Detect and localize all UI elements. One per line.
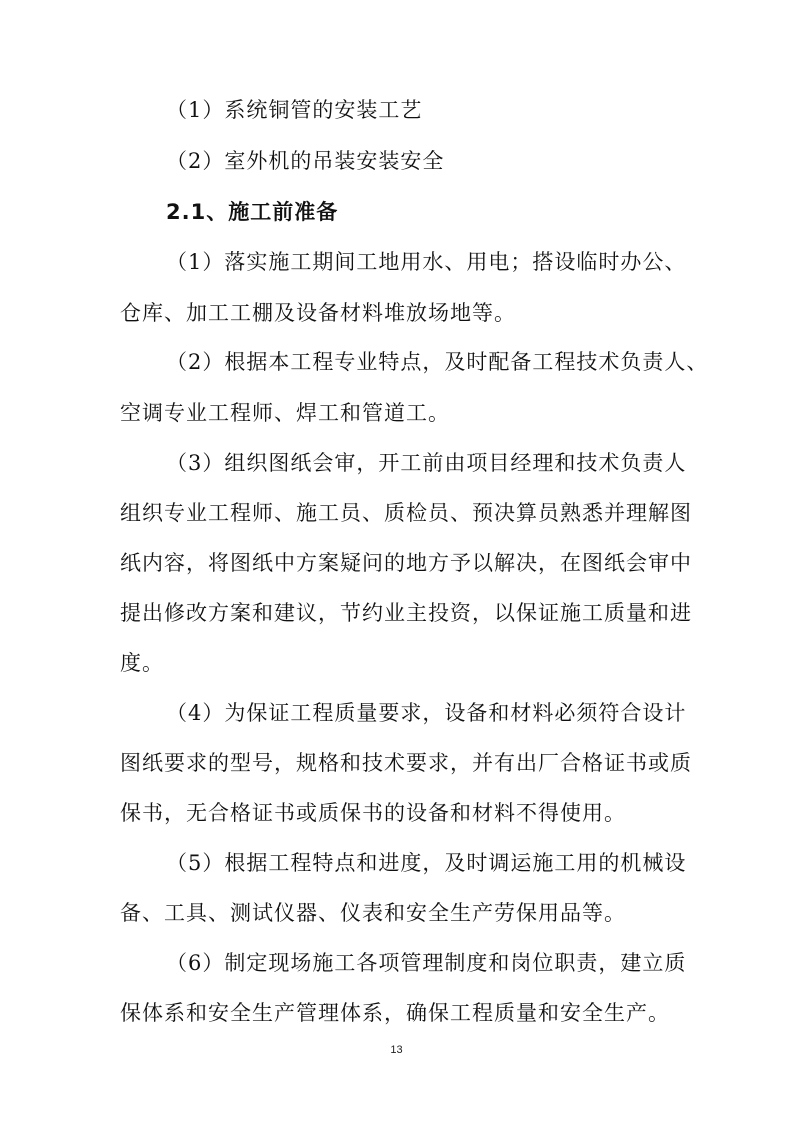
paragraph-line: 空调专业工程师、焊工和管道工。 [120,401,450,425]
paragraph-line: （3）组织图纸会审，开工前由项目经理和技术负责人 [166,451,687,475]
paragraph-line: 组织专业工程师、施工员、质检员、预决算员熟悉并理解图 [120,501,692,525]
page-number: 13 [390,1044,403,1056]
paragraph-line: 保体系和安全生产管理体系，确保工程质量和安全生产。 [120,1001,670,1025]
paragraph-line: 提出修改方案和建议，节约业主投资，以保证施工质量和进 [120,601,692,625]
section-heading: 2.1、施工前准备 [166,200,339,224]
paragraph-line: （4）为保证工程质量要求，设备和材料必须符合设计 [166,701,687,725]
paragraph-line: （6）制定现场施工各项管理制度和岗位职责，建立质 [166,951,687,975]
paragraph-line: 图纸要求的型号，规格和技术要求，并有出厂合格证书或质 [120,751,692,775]
paragraph-line: 度。 [120,651,164,675]
list-item: （1）系统铜管的安装工艺 [166,98,423,122]
paragraph-line: 保书，无合格证书或质保书的设备和材料不得使用。 [120,801,626,825]
list-item: （2）室外机的吊装安装安全 [166,149,445,173]
paragraph-line: （2）根据本工程专业特点，及时配备工程技术负责人、 [166,350,709,374]
paragraph-line: 仓库、加工工棚及设备材料堆放场地等。 [120,301,516,325]
paragraph-line: （1）落实施工期间工地用水、用电；搭设临时办公、 [166,250,687,274]
paragraph-line: 纸内容，将图纸中方案疑问的地方予以解决，在图纸会审中 [120,551,692,575]
paragraph-line: 备、工具、测试仪器、仪表和安全生产劳保用品等。 [120,901,626,925]
paragraph-line: （5）根据工程特点和进度，及时调运施工用的机械设 [166,851,687,875]
